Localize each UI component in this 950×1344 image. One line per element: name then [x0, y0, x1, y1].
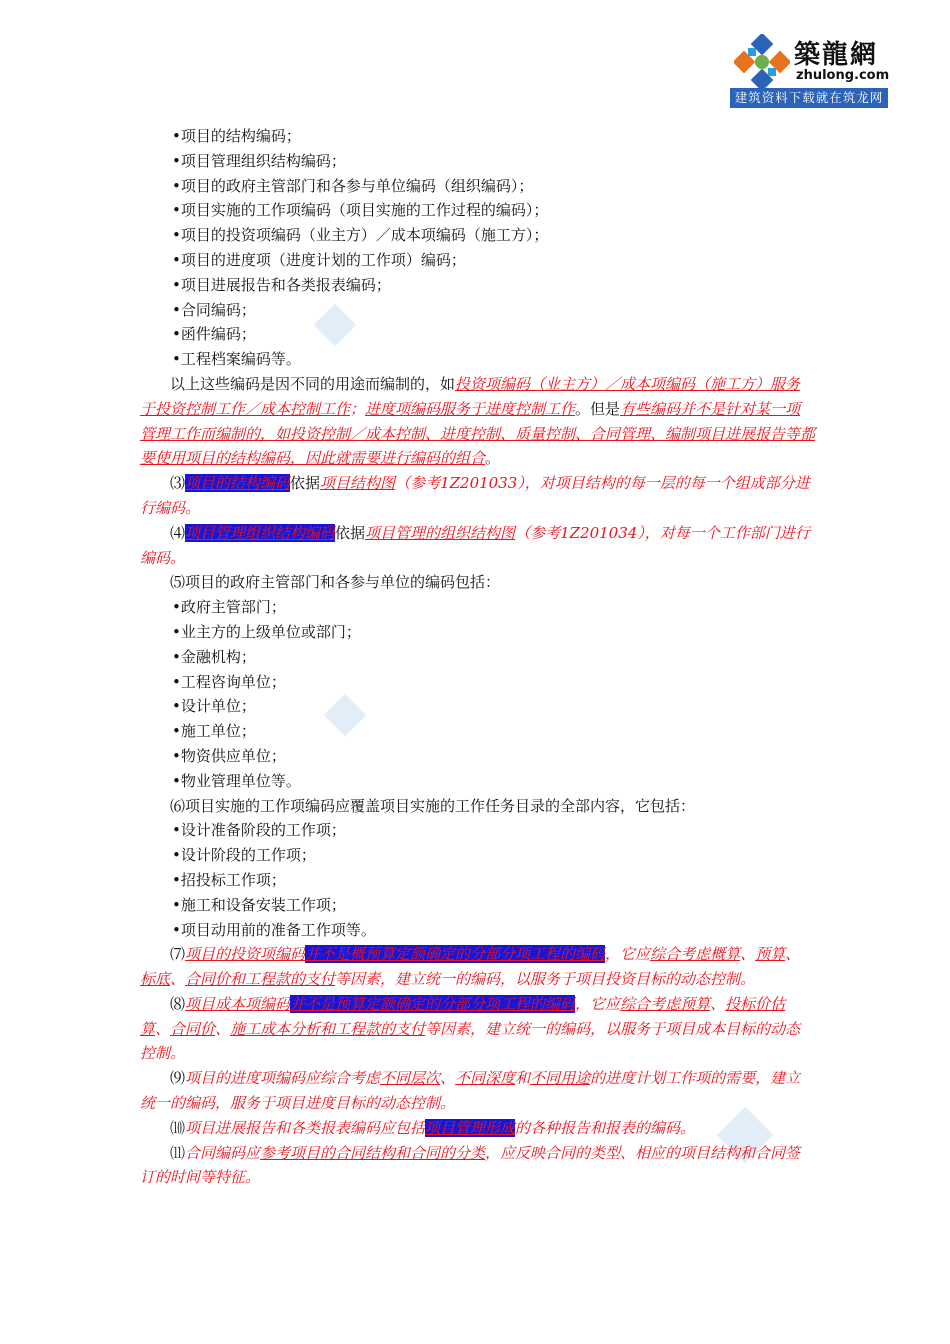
list-item: •物业管理单位等。	[172, 771, 301, 790]
item-number: ⑽	[170, 1118, 186, 1137]
emphasis-text: 综合考虑概算	[650, 945, 741, 964]
emphasis-text: （参考1Z201034），对每一个工作部门进行编码。	[140, 523, 810, 567]
logo-name-cn: 築龍網	[794, 40, 879, 70]
paragraph-code-combination	[140, 372, 815, 471]
text: 依据	[335, 523, 366, 542]
emphasis-text: 项目的进度项编码应综合考虑	[185, 1069, 381, 1088]
emphasis-text: 综合考虑预算	[620, 994, 711, 1013]
emphasis-text: 等因素，建立统一的编码，以服务于项目投资目标的动态控制。	[335, 970, 756, 989]
list-item: •业主方的上级单位或部门；	[172, 622, 361, 641]
list-item: •项目管理组织结构编码；	[172, 151, 346, 170]
list-item: •项目进展报告和各类报表编码；	[172, 275, 391, 294]
emphasis-text: ，应反映合同的类型、相应的项目结构和合同签订的时间等特征。	[140, 1143, 801, 1187]
list-item: •工程档案编码等。	[172, 350, 301, 369]
emphasis-text: 不同深度	[455, 1069, 516, 1088]
emphasis-text: 项目成本项编码	[185, 994, 291, 1013]
emphasis-text: 预算	[755, 945, 786, 964]
list-item: •施工和设备安装工作项；	[172, 895, 346, 914]
emphasis-text: 投标价估算	[140, 994, 786, 1038]
paragraph-5: ⑸项目的政府主管部门和各参与单位的编码包括：	[170, 573, 501, 592]
item-number: ⑼	[170, 1069, 186, 1088]
emphasis-text: 的各种报告和报表的编码。	[515, 1118, 696, 1137]
emphasis-text: 和	[515, 1069, 531, 1088]
list-item: •物资供应单位；	[172, 746, 286, 765]
emphasis-text: 项目结构图	[320, 474, 396, 493]
list-item: •项目的投资项编码（业主方）／成本项编码（施工方）；	[172, 226, 549, 245]
zhulong-logo	[730, 28, 888, 110]
emphasis-text: 合同价和工程款的支付	[185, 970, 336, 989]
emphasis-text: 、	[740, 945, 756, 964]
list-item: •项目的结构编码；	[172, 127, 301, 145]
list-item: •项目动用前的准备工作项等。	[172, 920, 376, 939]
highlighted-text: 并不是概预算定额确定的分部分项工程的编码	[305, 945, 606, 964]
emphasis-text: 、	[170, 970, 186, 989]
item-number: ⑶	[170, 474, 186, 493]
emphasis-text: 参考项目的合同结构和合同的分类	[260, 1143, 486, 1162]
emphasis-text: 合同价	[170, 1019, 216, 1038]
list-item: •函件编码；	[172, 325, 256, 344]
paragraph-8	[140, 992, 815, 1066]
emphasis-text: 投资项编码（业主方）／成本项编码（施工方）服务于投资控制工作／成本控制工作	[140, 374, 801, 418]
list-item: •项目的进度项（进度计划的工作项）编码；	[172, 250, 466, 269]
text: 依据	[290, 474, 321, 493]
work-item-list	[140, 818, 815, 942]
paragraph-10	[140, 1116, 815, 1141]
paragraph-7	[140, 942, 815, 992]
highlighted-text: 并不是预算定额确定的分部分项工程的编码	[290, 994, 576, 1013]
list-item: •合同编码；	[172, 300, 256, 319]
list-item: •政府主管部门；	[172, 598, 286, 617]
emphasis-text: 项目的投资项编码	[185, 945, 306, 964]
emphasis-text: （参考1Z201033），对项目结构的每一层的每一个组成部分进行编码。	[140, 474, 810, 517]
paragraph-6: ⑹项目实施的工作项编码应覆盖项目实施的工作任务目录的全部内容，它包括：	[170, 796, 696, 815]
emphasis-text: 等因素，建立统一的编码，以服务于项目成本目标的动态控制。	[140, 1019, 801, 1063]
emphasis-text: 、	[440, 1069, 456, 1088]
emphasis-text: 进度项编码服务于进度控制工作	[365, 399, 576, 418]
emphasis-text: 合同编码应	[185, 1143, 261, 1162]
emphasis-text: 、	[710, 994, 726, 1013]
list-item: •项目的政府主管部门和各参与单位编码（组织编码）；	[172, 176, 534, 195]
list-item: •施工单位；	[172, 722, 256, 741]
text: 。但是	[575, 399, 621, 418]
emphasis-text: 不同用途	[530, 1069, 591, 1088]
list-item: •金融机构；	[172, 647, 256, 666]
logo-domain: zhulong.com	[796, 68, 890, 83]
emphasis-text: 项目进展报告和各类报表编码应包括	[185, 1118, 426, 1137]
highlighted-text: 项目管理组织结构编码	[185, 523, 336, 542]
list-item: •设计阶段的工作项；	[172, 846, 316, 865]
item-number: ⑷	[170, 523, 186, 542]
item-number: ⑺	[170, 945, 186, 964]
code-type-list	[140, 124, 815, 372]
list-item: •项目实施的工作项编码（项目实施的工作过程的编码）；	[172, 201, 549, 220]
paragraph-3	[140, 471, 815, 521]
emphasis-text: 标底	[140, 970, 171, 989]
highlighted-text: 项目的结构编码	[185, 474, 291, 493]
highlighted-text: 项目管理形成	[425, 1118, 516, 1137]
emphasis-text: 有些编码并不是针对某一项管理工作而编制的，如投资控制／成本控制、进度控制、质量控制、合同管理、编制项目进展报告等都要使用项目的结构编码，因此就需要进行编码的组合	[140, 399, 816, 468]
logo-slogan: 建筑资料下载就在筑龙网	[730, 88, 888, 108]
paragraph-11	[140, 1141, 815, 1191]
participant-list	[140, 595, 815, 793]
emphasis-text: ，它应	[575, 994, 621, 1013]
emphasis-text: 不同层次	[380, 1069, 441, 1088]
emphasis-text: 项目管理的组织结构图	[365, 523, 516, 542]
document-body	[140, 124, 815, 1190]
emphasis-text: ，它应	[605, 945, 651, 964]
emphasis-text: 、	[215, 1019, 231, 1038]
text: 。	[485, 449, 501, 468]
list-item: •工程咨询单位；	[172, 672, 286, 691]
text: ；	[350, 399, 366, 418]
emphasis-text: 的进度计划工作项的需要，建立统一的编码，服务于项目进度目标的动态控制。	[140, 1069, 801, 1113]
list-item: •设计单位；	[172, 697, 256, 716]
item-number: ⑻	[170, 994, 186, 1013]
emphasis-text: 施工成本分析和工程款的支付	[230, 1019, 426, 1038]
emphasis-text: 、	[785, 945, 801, 964]
text: 以上这些编码是因不同的用途而编制的，如	[170, 374, 456, 393]
list-item: •招投标工作项；	[172, 870, 286, 889]
paragraph-4	[140, 521, 815, 571]
paragraph-9	[140, 1066, 815, 1116]
emphasis-text: 、	[155, 1019, 171, 1038]
list-item: •设计准备阶段的工作项；	[172, 821, 346, 840]
item-number: ⑾	[170, 1143, 186, 1162]
zhulong-snowflake-logo-icon	[734, 34, 790, 90]
